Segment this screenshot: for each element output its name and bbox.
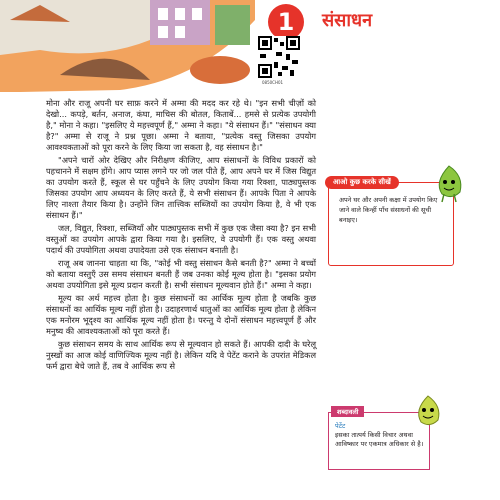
- activity-header: आओ कुछ करके सीखें: [325, 176, 399, 189]
- glossary-header: शब्दावली: [331, 406, 364, 417]
- chapter-illustration: [0, 0, 300, 92]
- chapter-title: संसाधन: [322, 10, 373, 31]
- paragraph: मोना और राजू अपनी घर साफ़ करने में अम्मा की मदद कर रहे थे। "इन सभी चीज़ों को देखो... कपड़े, बर्तन, अनाज, कंघा, माचिस की बोतल, किताबें... हमसे से प्रत्येक उपयोगी है," मोना ने कहा। "इसलिए ये महत्त्वपूर्ण हैं," अम्मा ने कहा। "ये संसाधन हैं।" "संसाधन क्या है?" अम्मा से राजू ने प्रश्न पूछा। अम्मा ने बताया, "प्रत्येक वस्तु जिसका उपयोग आवश्यकताओं को पूरा करने के लिए किया जा सकता है, वह संसाधन है।": [46, 98, 316, 152]
- glossary-term: पेटेंट: [335, 422, 346, 430]
- paragraph: "अपने चारों ओर देखिए और निरीक्षण कीजिए, आप संसाधनों के विविध प्रकारों को पहचानने में सक्षम होंगे। आप प्यास लगने पर जो जल पीते हैं, आप अपने घर में जिस विद्युत का उपयोग करते हैं, स्कूल से घर पहुँचने के लिए उपयोग किया गया रिक्शा, पाठ्यपुस्तक जिसका उपयोग आप अध्ययन के लिए करते हैं, ये सभी संसाधन हैं। आपके पिता ने आपके लिए नाश्ता तैयार किया है। उन्होंने जिन तात्त्विक सब्जियों का उपयोग किया है, वे भी एक संसाधन हैं।": [46, 155, 316, 220]
- leaf-mascot-icon: [412, 394, 444, 432]
- qr-code-icon[interactable]: [258, 36, 300, 78]
- chapter-number-badge: 1: [268, 4, 304, 40]
- qr-code-label: 0850CH01: [262, 80, 284, 85]
- paragraph: कुछ संसाधन समय के साथ आर्थिक रूप से मूल्यवान हो सकते हैं। आपकी दादी के घरेलू नुस्खों का आज कोई वाणिज्यिक मूल्य नहीं है। लेकिन यदि वे पेटेंट कराने के उपरांत मेडिकल फर्म द्वारा बेचे जाते हैं, तब वे आर्थिक रूप से: [46, 339, 316, 371]
- chapter-body-text: [46, 98, 316, 374]
- paragraph: मूल्य का अर्थ महत्त्व होता है। कुछ संसाधनों का आर्थिक मूल्य होता है जबकि कुछ संसाधनों का आर्थिक मूल्य नहीं होता है। उदाहरणार्थ धातुओं का आर्थिक मूल्य होता है लेकिन एक मनोरम भूदृश्य का आर्थिक मूल्य नहीं होता है। परन्तु ये दोनों संसाधन महत्त्वपूर्ण हैं और मनुष्य की आवश्यकताओं को पूरा करते हैं।: [46, 293, 316, 336]
- leaf-mascot-icon: [432, 164, 466, 204]
- paragraph: जल, विद्युत, रिक्शा, सब्जियाँ और पाठ्यपुस्तक सभी में कुछ एक जैसा क्या है? इन सभी वस्तुओं का उपयोग आपके द्वारा किया गया है। इसलिए, वे उपयोगी हैं। एक वस्तु अथवा पदार्थ की उपयोगिता अथवा उपादेयता उसे एक संसाधन बनाती है।: [46, 223, 316, 255]
- activity-text: अपने घर और अपनी कक्षा में उपयोग किए जाने वाले किन्हीं पाँच संसाधनों की सूची बनाइए।: [339, 196, 438, 224]
- glossary-definition: इसका तात्पर्य किसी विचार अथवा आविष्कार पर एकमात्र अधिकार से है।: [335, 431, 424, 448]
- paragraph: राजू अब जानना चाहता था कि, "कोई भी वस्तु संसाधन कैसे बनती है?" अम्मा ने बच्चों को बताया वस्तुएँ उस समय संसाधन बनती हैं जब उनका कोई मूल्य होता है। "इसका प्रयोग अथवा उपयोगिता इसे मूल्य प्रदान करती है। सभी संसाधन मूल्यवान होते हैं।" अम्मा ने कहा।: [46, 258, 316, 290]
